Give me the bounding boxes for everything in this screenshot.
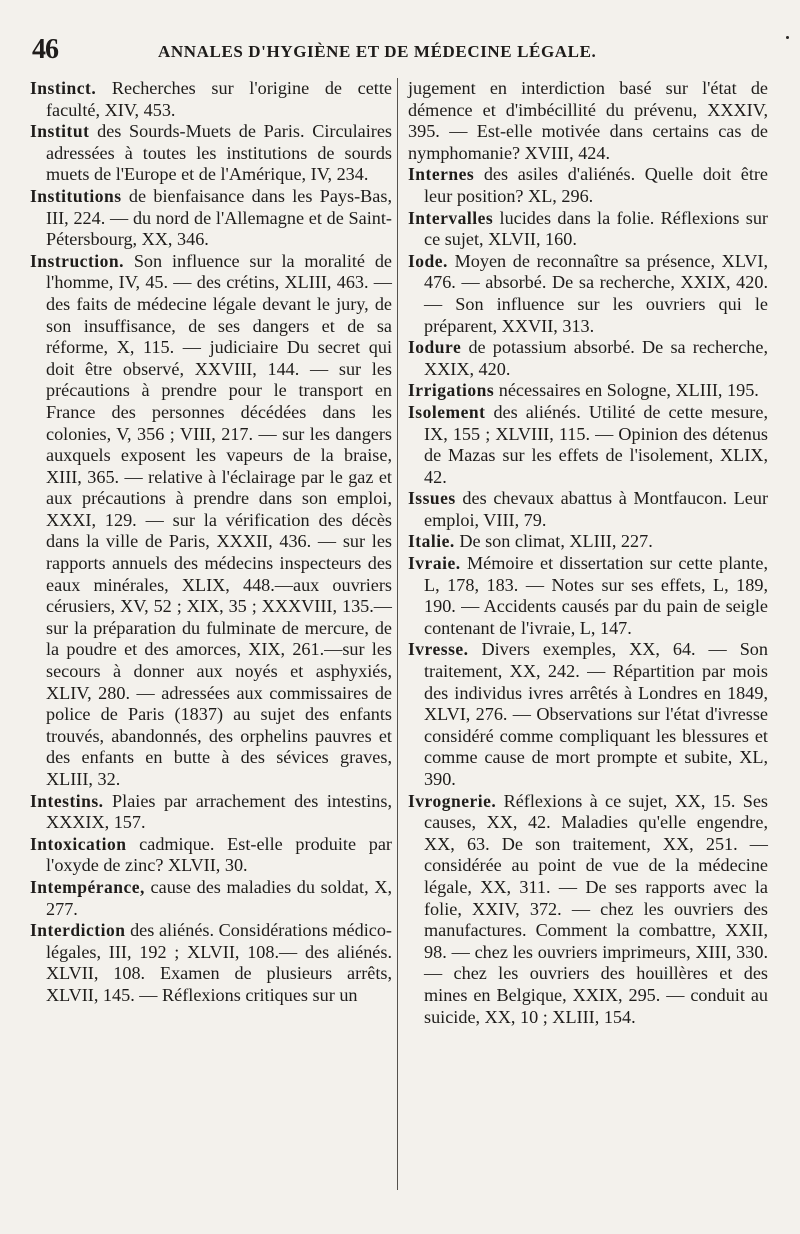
- index-entry: [408, 402, 768, 488]
- index-entry: [30, 791, 392, 834]
- entry-text: Réflexions à ce sujet, XX, 15. Ses causes, XX, 42. Maladies qu'elle engendre, XX, 63. De son traitement, XX, 251. — considérée au point de vue de la médecine légale, XX, 311. — De ses rapports avec la folie, XXIV, 372. — chez les ouvriers des manufactures. Comment la combattre, XXII, 98. — chez les ouvriers imprimeurs, XIII, 330. — chez les ouvriers des houillères et des mines en Belgique, XXIX, 295. — conduit au suicide, XX, 10 ; XLIII, 154.: [424, 790, 768, 1027]
- entry-text: cadmique. Est-elle produite par l'oxyde de zinc? XLVII, 30.: [46, 833, 392, 876]
- index-entry: [408, 488, 768, 531]
- entry-text: Recherches sur l'origine de cette faculté, XIV, 453.: [46, 78, 392, 120]
- entry-text: De son climat, XLIII, 227.: [454, 531, 653, 552]
- entry-heading: Institut: [30, 121, 90, 142]
- entry-heading: Institutions: [30, 185, 122, 206]
- entry-text: Plaies par arrachement des intestins, XXXIX, 157.: [46, 790, 392, 833]
- right-column: [408, 78, 768, 1028]
- column-divider: [397, 78, 398, 1190]
- entry-heading: Instruction.: [30, 250, 124, 271]
- entry-heading: Intoxication: [30, 833, 127, 854]
- entry-text: des aliénés. Considérations médico-légales, III, 192 ; XLVII, 108.— des aliénés. XLVII, 108. Examen de plusieurs arrêts, XLVII, 145. — Réflexions critiques sur un: [46, 920, 392, 1005]
- page-number: 46: [32, 34, 58, 65]
- entry-heading: Instinct.: [30, 78, 97, 98]
- entry-heading: Intestins.: [30, 790, 104, 811]
- entry-text: Moyen de reconnaître sa présence, XLVI, 476. — absorbé. De sa recherche, XXIX, 420. — Son influence sur les ouvriers qui le préparent, XXVII, 313.: [424, 250, 768, 336]
- index-entry: [408, 639, 768, 790]
- entry-heading: Isolement: [408, 401, 486, 422]
- index-entry: [408, 164, 768, 207]
- entry-heading: Italie.: [408, 531, 455, 552]
- entry-text: Divers exemples, XX, 64. — Son traitement, XX, 242. — Répartition par mois des individus ivres arrêtés à Londres en 1849, XLVI, 276. — Observations sur l'état d'ivresse considéré comme compliquant les blessures et comme cause de mort prompte et subite, XL, 390.: [424, 639, 768, 789]
- index-entry: [408, 337, 768, 380]
- entry-heading: Internes: [408, 164, 475, 185]
- index-entry: [408, 208, 768, 251]
- index-entry: [408, 251, 768, 337]
- entry-heading: Ivraie.: [408, 553, 461, 574]
- entry-text: jugement en interdiction basé sur l'état de démence et d'imbécillité du prévenu, XXXIV, 395. — Est-elle motivée dans certains cas de nymphomanie? XVIII, 424.: [408, 78, 768, 163]
- print-speck: [786, 36, 789, 39]
- entry-heading: Iodure: [408, 337, 462, 358]
- index-entry: [408, 380, 768, 402]
- entry-heading: Intervalles: [408, 207, 494, 228]
- entry-text: des chevaux abattus à Montfaucon. Leur emploi, VIII, 79.: [424, 488, 768, 530]
- index-entry: [30, 834, 392, 877]
- index-entry: [408, 553, 768, 639]
- index-entry: [30, 121, 392, 186]
- entry-heading: Interdiction: [30, 920, 126, 941]
- entry-text: cause des maladies du soldat, X, 277.: [46, 876, 392, 919]
- entry-heading: Iode.: [408, 250, 448, 271]
- entry-text: de bienfaisance dans les Pays-Bas, III, 224. — du nord de l'Allemagne et de Saint-Pétersbourg, XX, 346.: [46, 185, 392, 250]
- index-entry: [408, 791, 768, 1029]
- entry-text: des asiles d'aliénés. Quelle doit être leur position? XL, 296.: [424, 164, 768, 206]
- index-entry-continued: [408, 78, 768, 164]
- entry-text: lucides dans la folie. Réflexions sur ce sujet, XLVII, 160.: [424, 207, 768, 250]
- entry-heading: Ivresse.: [408, 639, 469, 660]
- entry-text: Mémoire et dissertation sur cette plante, L, 178, 183. — Notes sur ses effets, L, 189, 190. — Accidents causés par du pain de seigle contenant de l'ivraie, L, 147.: [424, 553, 768, 638]
- index-entry: [30, 877, 392, 920]
- page-header: [28, 34, 768, 74]
- entry-text: Son influence sur la moralité de l'homme, IV, 45. — des crétins, XLIII, 463. — des faits de médecine légale devant le jury, de son insuffisance, de ses dangers et de sa réforme, X, 115. — judiciaire Du secret qui doit être observé, XXVIII, 144. — sur les précautions à prendre pour le transport en France des personnes décédées dans les colonies, V, 356 ; VIII, 217. — sur les dangers auxquels exposent les vapeurs de la braise, XIII, 365. — relative à l'éclairage par le gaz et aux précautions à prendre dans son emploi, XXXI, 129. — sur la vérification des décès dans la ville de Paris, XXXII, 436. — sur les rapports annuels des médecins inspecteurs des eaux minérales, XLIX, 448.—aux ouvriers cérusiers, XV, 52 ; XIX, 35 ; XXXVIII, 135.—sur la préparation du fulminate de mercure, de la poudre et des amorces, XIX, 261.—sur les secours à donner aux noyés et asphyxiés, XLIV, 280. — adressées aux commissaires de police de Paris (1837) au sujet des enfants trouvés, abandonnés, des orphelins pauvres et des enfants en butte à des sévices graves, XLIII, 32.: [46, 250, 392, 789]
- index-entry: [30, 78, 392, 121]
- entry-text: de potassium absorbé. De sa recherche, XXIX, 420.: [424, 337, 768, 379]
- index-entry: [30, 251, 392, 791]
- left-column: [30, 78, 392, 1007]
- running-title: ANNALES D'HYGIÈNE ET DE MÉDECINE LÉGALE.: [158, 42, 597, 61]
- entry-text: nécessaires en Sologne, XLIII, 195.: [494, 380, 759, 401]
- index-entry: [30, 186, 392, 251]
- entry-heading: Issues: [408, 488, 456, 509]
- index-entry: [408, 531, 768, 553]
- entry-heading: Intempérance,: [30, 876, 145, 897]
- entry-text: des Sourds-Muets de Paris. Circulaires adressées à toutes les institutions de sourds muets de l'Europe et de l'Amérique, IV, 234.: [46, 121, 392, 185]
- entry-heading: Ivrognerie.: [408, 790, 497, 811]
- entry-heading: Irrigations: [408, 380, 495, 401]
- index-entry: [30, 920, 392, 1006]
- entry-text: des aliénés. Utilité de cette mesure, IX, 155 ; XLVIII, 115. — Opinion des détenus de Mazas sur les effets de l'isolement, XLIX, 42.: [424, 401, 768, 487]
